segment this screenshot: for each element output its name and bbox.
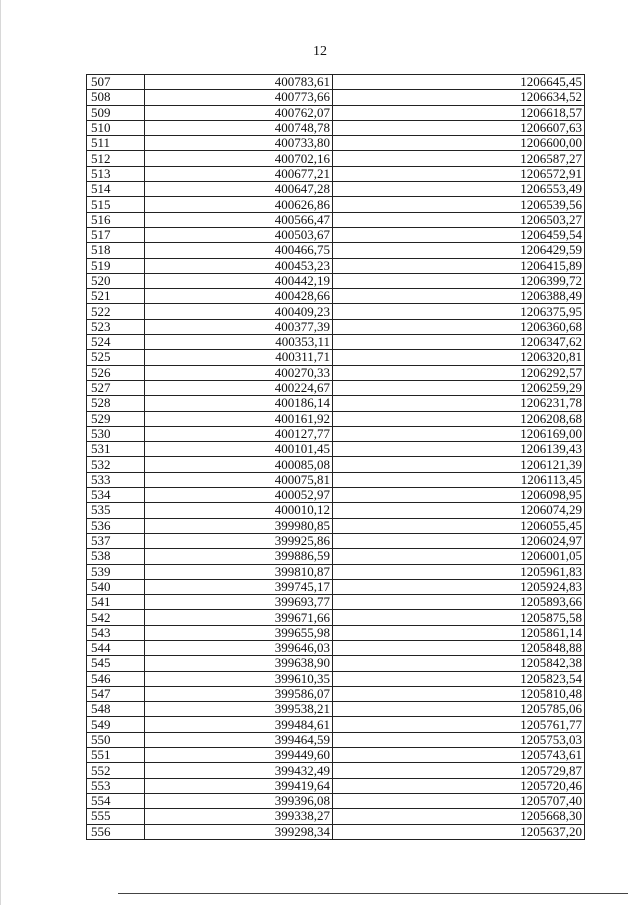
x-coordinate-cell: 400733,80: [145, 136, 333, 151]
table-row: [87, 610, 585, 625]
y-coordinate-cell: 1206459,54: [333, 227, 585, 242]
point-number-cell: 539: [87, 564, 145, 579]
table-row: [87, 533, 585, 548]
y-coordinate-cell: 1205875,58: [333, 610, 585, 625]
x-coordinate-cell: 400224,67: [145, 380, 333, 395]
table-row: [87, 595, 585, 610]
point-number-cell: 548: [87, 702, 145, 717]
point-number-cell: 553: [87, 778, 145, 793]
footer-rule: [118, 893, 628, 894]
table-row: [87, 564, 585, 579]
point-number-cell: 527: [87, 380, 145, 395]
y-coordinate-cell: 1206553,49: [333, 182, 585, 197]
y-coordinate-cell: 1205924,83: [333, 579, 585, 594]
x-coordinate-cell: 399693,77: [145, 595, 333, 610]
x-coordinate-cell: 399638,90: [145, 656, 333, 671]
table-row: [87, 503, 585, 518]
table-row: [87, 166, 585, 181]
y-coordinate-cell: 1206098,95: [333, 488, 585, 503]
y-coordinate-cell: 1205743,61: [333, 748, 585, 763]
table-row: [87, 335, 585, 350]
table-row: [87, 319, 585, 334]
point-number-cell: 511: [87, 136, 145, 151]
point-number-cell: 517: [87, 227, 145, 242]
point-number-cell: 513: [87, 166, 145, 181]
y-coordinate-cell: 1206259,29: [333, 380, 585, 395]
y-coordinate-cell: 1205637,20: [333, 824, 585, 839]
table-row: [87, 488, 585, 503]
y-coordinate-cell: 1205707,40: [333, 793, 585, 808]
table-row: [87, 732, 585, 747]
x-coordinate-cell: 399655,98: [145, 625, 333, 640]
y-coordinate-cell: 1205753,03: [333, 732, 585, 747]
table-row: [87, 717, 585, 732]
y-coordinate-cell: 1206139,43: [333, 442, 585, 457]
x-coordinate-cell: 400453,23: [145, 258, 333, 273]
point-number-cell: 519: [87, 258, 145, 273]
y-coordinate-cell: 1205893,66: [333, 595, 585, 610]
table-row: [87, 640, 585, 655]
y-coordinate-cell: 1206001,05: [333, 549, 585, 564]
x-coordinate-cell: 399810,87: [145, 564, 333, 579]
x-coordinate-cell: 399671,66: [145, 610, 333, 625]
table-row: [87, 625, 585, 640]
y-coordinate-cell: 1205761,77: [333, 717, 585, 732]
point-number-cell: 529: [87, 411, 145, 426]
y-coordinate-cell: 1205961,83: [333, 564, 585, 579]
y-coordinate-cell: 1206024,97: [333, 533, 585, 548]
y-coordinate-cell: 1206607,63: [333, 120, 585, 135]
table-row: [87, 212, 585, 227]
point-number-cell: 542: [87, 610, 145, 625]
point-number-cell: 534: [87, 488, 145, 503]
x-coordinate-cell: 400311,71: [145, 350, 333, 365]
y-coordinate-cell: 1206503,27: [333, 212, 585, 227]
x-coordinate-cell: 400085,08: [145, 457, 333, 472]
y-coordinate-cell: 1206618,57: [333, 105, 585, 120]
x-coordinate-cell: 400186,14: [145, 396, 333, 411]
y-coordinate-cell: 1206292,57: [333, 365, 585, 380]
y-coordinate-cell: 1206572,91: [333, 166, 585, 181]
table-row: [87, 289, 585, 304]
y-coordinate-cell: 1206600,00: [333, 136, 585, 151]
point-number-cell: 532: [87, 457, 145, 472]
point-number-cell: 551: [87, 748, 145, 763]
y-coordinate-cell: 1206388,49: [333, 289, 585, 304]
x-coordinate-cell: 400677,21: [145, 166, 333, 181]
table-row: [87, 656, 585, 671]
table-row: [87, 136, 585, 151]
x-coordinate-cell: 400101,45: [145, 442, 333, 457]
table-row: [87, 426, 585, 441]
table-row: [87, 549, 585, 564]
y-coordinate-cell: 1205785,06: [333, 702, 585, 717]
x-coordinate-cell: 399396,08: [145, 793, 333, 808]
point-number-cell: 525: [87, 350, 145, 365]
x-coordinate-cell: 399338,27: [145, 809, 333, 824]
point-number-cell: 552: [87, 763, 145, 778]
point-number-cell: 547: [87, 686, 145, 701]
y-coordinate-cell: 1206429,59: [333, 243, 585, 258]
point-number-cell: 538: [87, 549, 145, 564]
table-row: [87, 197, 585, 212]
table-row: [87, 778, 585, 793]
point-number-cell: 516: [87, 212, 145, 227]
coordinates-table: [86, 74, 585, 840]
x-coordinate-cell: 399610,35: [145, 671, 333, 686]
point-number-cell: 522: [87, 304, 145, 319]
table-row: [87, 151, 585, 166]
x-coordinate-cell: 399449,60: [145, 748, 333, 763]
x-coordinate-cell: 400442,19: [145, 273, 333, 288]
point-number-cell: 535: [87, 503, 145, 518]
x-coordinate-cell: 399538,21: [145, 702, 333, 717]
y-coordinate-cell: 1206231,78: [333, 396, 585, 411]
table-row: [87, 75, 585, 90]
point-number-cell: 550: [87, 732, 145, 747]
point-number-cell: 549: [87, 717, 145, 732]
table-row: [87, 793, 585, 808]
table-row: [87, 227, 585, 242]
table-row: [87, 380, 585, 395]
point-number-cell: 530: [87, 426, 145, 441]
x-coordinate-cell: 400353,11: [145, 335, 333, 350]
x-coordinate-cell: 400377,39: [145, 319, 333, 334]
y-coordinate-cell: 1206121,39: [333, 457, 585, 472]
coordinates-table-body: [87, 75, 585, 840]
table-row: [87, 365, 585, 380]
x-coordinate-cell: 399419,64: [145, 778, 333, 793]
point-number-cell: 544: [87, 640, 145, 655]
point-number-cell: 514: [87, 182, 145, 197]
table-row: [87, 579, 585, 594]
x-coordinate-cell: 399586,07: [145, 686, 333, 701]
y-coordinate-cell: 1206360,68: [333, 319, 585, 334]
y-coordinate-cell: 1206055,45: [333, 518, 585, 533]
y-coordinate-cell: 1206415,89: [333, 258, 585, 273]
x-coordinate-cell: 400466,75: [145, 243, 333, 258]
x-coordinate-cell: 399298,34: [145, 824, 333, 839]
point-number-cell: 510: [87, 120, 145, 135]
point-number-cell: 554: [87, 793, 145, 808]
point-number-cell: 521: [87, 289, 145, 304]
point-number-cell: 540: [87, 579, 145, 594]
y-coordinate-cell: 1205848,88: [333, 640, 585, 655]
point-number-cell: 528: [87, 396, 145, 411]
x-coordinate-cell: 400626,86: [145, 197, 333, 212]
point-number-cell: 546: [87, 671, 145, 686]
page-number: 12: [313, 44, 327, 59]
x-coordinate-cell: 400566,47: [145, 212, 333, 227]
point-number-cell: 526: [87, 365, 145, 380]
point-number-cell: 524: [87, 335, 145, 350]
table-row: [87, 243, 585, 258]
y-coordinate-cell: 1206169,00: [333, 426, 585, 441]
table-row: [87, 105, 585, 120]
x-coordinate-cell: 399980,85: [145, 518, 333, 533]
x-coordinate-cell: 400762,07: [145, 105, 333, 120]
table-row: [87, 763, 585, 778]
y-coordinate-cell: 1206634,52: [333, 90, 585, 105]
x-coordinate-cell: 400010,12: [145, 503, 333, 518]
point-number-cell: 507: [87, 75, 145, 90]
y-coordinate-cell: 1205729,87: [333, 763, 585, 778]
y-coordinate-cell: 1205842,38: [333, 656, 585, 671]
point-number-cell: 541: [87, 595, 145, 610]
table-row: [87, 702, 585, 717]
table-row: [87, 90, 585, 105]
x-coordinate-cell: 400773,66: [145, 90, 333, 105]
y-coordinate-cell: 1206645,45: [333, 75, 585, 90]
y-coordinate-cell: 1206587,27: [333, 151, 585, 166]
y-coordinate-cell: 1206113,45: [333, 472, 585, 487]
x-coordinate-cell: 399484,61: [145, 717, 333, 732]
point-number-cell: 520: [87, 273, 145, 288]
point-number-cell: 512: [87, 151, 145, 166]
x-coordinate-cell: 399464,59: [145, 732, 333, 747]
table-row: [87, 809, 585, 824]
scan-edge: [0, 0, 1, 905]
table-row: [87, 686, 585, 701]
y-coordinate-cell: 1206399,72: [333, 273, 585, 288]
y-coordinate-cell: 1206347,62: [333, 335, 585, 350]
table-row: [87, 350, 585, 365]
x-coordinate-cell: 399432,49: [145, 763, 333, 778]
table-row: [87, 411, 585, 426]
point-number-cell: 537: [87, 533, 145, 548]
y-coordinate-cell: 1206375,95: [333, 304, 585, 319]
x-coordinate-cell: 400161,92: [145, 411, 333, 426]
table-row: [87, 824, 585, 839]
table-row: [87, 671, 585, 686]
y-coordinate-cell: 1206539,56: [333, 197, 585, 212]
x-coordinate-cell: 400647,28: [145, 182, 333, 197]
y-coordinate-cell: 1206208,68: [333, 411, 585, 426]
point-number-cell: 518: [87, 243, 145, 258]
point-number-cell: 555: [87, 809, 145, 824]
x-coordinate-cell: 400503,67: [145, 227, 333, 242]
table-row: [87, 182, 585, 197]
x-coordinate-cell: 400428,66: [145, 289, 333, 304]
x-coordinate-cell: 399886,59: [145, 549, 333, 564]
y-coordinate-cell: 1205668,30: [333, 809, 585, 824]
y-coordinate-cell: 1205823,54: [333, 671, 585, 686]
x-coordinate-cell: 400409,23: [145, 304, 333, 319]
x-coordinate-cell: 400127,77: [145, 426, 333, 441]
point-number-cell: 509: [87, 105, 145, 120]
point-number-cell: 536: [87, 518, 145, 533]
table-row: [87, 273, 585, 288]
x-coordinate-cell: 400270,33: [145, 365, 333, 380]
point-number-cell: 533: [87, 472, 145, 487]
point-number-cell: 515: [87, 197, 145, 212]
table-row: [87, 472, 585, 487]
y-coordinate-cell: 1206074,29: [333, 503, 585, 518]
y-coordinate-cell: 1205810,48: [333, 686, 585, 701]
table-row: [87, 748, 585, 763]
x-coordinate-cell: 399646,03: [145, 640, 333, 655]
table-row: [87, 396, 585, 411]
x-coordinate-cell: 400702,16: [145, 151, 333, 166]
point-number-cell: 543: [87, 625, 145, 640]
point-number-cell: 508: [87, 90, 145, 105]
table-row: [87, 258, 585, 273]
table-row: [87, 442, 585, 457]
table-row: [87, 518, 585, 533]
point-number-cell: 531: [87, 442, 145, 457]
table-row: [87, 120, 585, 135]
table-row: [87, 457, 585, 472]
point-number-cell: 556: [87, 824, 145, 839]
y-coordinate-cell: 1206320,81: [333, 350, 585, 365]
x-coordinate-cell: 400075,81: [145, 472, 333, 487]
x-coordinate-cell: 400748,78: [145, 120, 333, 135]
y-coordinate-cell: 1205861,14: [333, 625, 585, 640]
x-coordinate-cell: 400052,97: [145, 488, 333, 503]
y-coordinate-cell: 1205720,46: [333, 778, 585, 793]
point-number-cell: 545: [87, 656, 145, 671]
point-number-cell: 523: [87, 319, 145, 334]
x-coordinate-cell: 399745,17: [145, 579, 333, 594]
x-coordinate-cell: 399925,86: [145, 533, 333, 548]
x-coordinate-cell: 400783,61: [145, 75, 333, 90]
table-row: [87, 304, 585, 319]
